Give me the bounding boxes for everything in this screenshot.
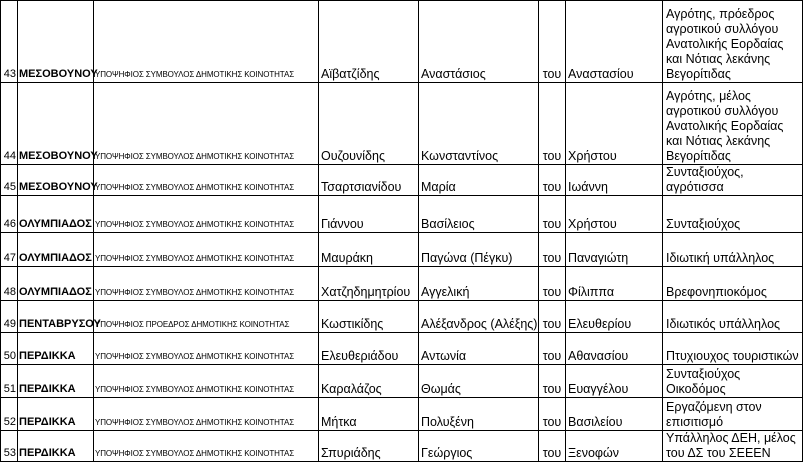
occupation-cell[interactable]: Ιδιωτική υπάλληλος [663,233,803,267]
first-name-cell[interactable]: Αναστάσιος [419,1,539,83]
occupation-cell[interactable]: Συνταξιούχος Οικοδόμος [663,365,803,398]
of-label-cell[interactable]: του [539,398,566,431]
surname-cell[interactable]: Μήτκα [319,398,419,431]
of-label-cell[interactable]: του [539,365,566,398]
surname-cell[interactable]: Σπυριάδης [319,431,419,462]
first-name-cell[interactable]: Θωμάς [419,365,539,398]
surname-cell[interactable]: Ουζουνίδης [319,83,419,165]
table-row [1,196,803,233]
village-name-cell[interactable]: ΠΕΡΔΙΚΚΑ [18,365,94,398]
of-label-cell[interactable]: του [539,233,566,267]
first-name-cell[interactable]: Μαρία [419,165,539,196]
row-number-cell[interactable]: 53 [1,431,18,462]
occupation-cell[interactable]: Συνταξιούχος [663,196,803,233]
candidate-position-cell[interactable]: ΥΠΟΨΗΦΙΟΣ ΣΥΜΒΟΥΛΟΣ ΔΗΜΟΤΙΚΗΣ ΚΟΙΝΟΤΗΤΑΣ [94,83,319,165]
surname-cell[interactable]: Μαυράκη [319,233,419,267]
father-name-cell[interactable]: Ξενοφών [566,431,663,462]
table-row [1,301,803,333]
surname-cell[interactable]: Γιάννου [319,196,419,233]
village-name-cell[interactable]: ΜΕΣΟΒΟΥΝΟΥ [18,83,94,165]
father-name-cell[interactable]: Φίλιππα [566,267,663,301]
table-row [1,431,803,462]
table-row [1,267,803,301]
table-row [1,398,803,431]
candidate-position-cell[interactable]: ΥΠΟΨΗΦΙΟΣ ΣΥΜΒΟΥΛΟΣ ΔΗΜΟΤΙΚΗΣ ΚΟΙΝΟΤΗΤΑΣ [94,165,319,196]
first-name-cell[interactable]: Βασίλειος [419,196,539,233]
village-name-cell[interactable]: ΟΛΥΜΠΙΑΔΟΣ [18,233,94,267]
table-row [1,365,803,398]
table-row [1,83,803,165]
row-number-cell[interactable]: 44 [1,83,18,165]
of-label-cell[interactable]: του [539,301,566,333]
candidate-position-cell[interactable]: ΥΠΟΨΗΦΙΟΣ ΣΥΜΒΟΥΛΟΣ ΔΗΜΟΤΙΚΗΣ ΚΟΙΝΟΤΗΤΑΣ [94,333,319,365]
first-name-cell[interactable]: Γεώργιος [419,431,539,462]
occupation-cell[interactable]: Πτυχιουχος τουριστικών [663,333,803,365]
father-name-cell[interactable]: Ευαγγέλου [566,365,663,398]
surname-cell[interactable]: Αϊβατζίδης [319,1,419,83]
table-row [1,1,803,83]
village-name-cell[interactable]: ΠΕΡΔΙΚΚΑ [18,333,94,365]
of-label-cell[interactable]: του [539,83,566,165]
occupation-cell[interactable]: Βρεφονηπιοκόμος [663,267,803,301]
table-row [1,233,803,267]
father-name-cell[interactable]: Αθανασίου [566,333,663,365]
candidate-position-cell[interactable]: ΥΠΟΨΗΦΙΟΣ ΣΥΜΒΟΥΛΟΣ ΔΗΜΟΤΙΚΗΣ ΚΟΙΝΟΤΗΤΑΣ [94,365,319,398]
first-name-cell[interactable]: Παγώνα (Πέγκυ) [419,233,539,267]
village-name-cell[interactable]: ΟΛΥΜΠΙΑΔΟΣ [18,267,94,301]
father-name-cell[interactable]: Χρήστου [566,83,663,165]
occupation-cell[interactable]: Υπάλληλος ΔΕΗ, μέλος του ΔΣ του ΣΕΕΕΝ [663,431,803,462]
candidate-position-cell[interactable]: ΥΠΟΨΗΦΙΟΣ ΣΥΜΒΟΥΛΟΣ ΔΗΜΟΤΙΚΗΣ ΚΟΙΝΟΤΗΤΑΣ [94,431,319,462]
village-name-cell[interactable]: ΟΛΥΜΠΙΑΔΟΣ [18,196,94,233]
row-number-cell[interactable]: 48 [1,267,18,301]
first-name-cell[interactable]: Πολυξένη [419,398,539,431]
candidate-position-cell[interactable]: ΥΠΟΨΗΦΙΟΣ ΣΥΜΒΟΥΛΟΣ ΔΗΜΟΤΙΚΗΣ ΚΟΙΝΟΤΗΤΑΣ [94,1,319,83]
village-name-cell[interactable]: ΜΕΣΟΒΟΥΝΟΥ [18,165,94,196]
father-name-cell[interactable]: Αναστασίου [566,1,663,83]
candidate-position-cell[interactable]: ΥΠΟΨΗΦΙΟΣ ΣΥΜΒΟΥΛΟΣ ΔΗΜΟΤΙΚΗΣ ΚΟΙΝΟΤΗΤΑΣ [94,196,319,233]
of-label-cell[interactable]: του [539,333,566,365]
of-label-cell[interactable]: του [539,431,566,462]
surname-cell[interactable]: Καραλάζος [319,365,419,398]
first-name-cell[interactable]: Αγγελική [419,267,539,301]
occupation-cell[interactable]: Ιδιωτικός υπάλληλος [663,301,803,333]
of-label-cell[interactable]: του [539,1,566,83]
of-label-cell[interactable]: του [539,165,566,196]
father-name-cell[interactable]: Χρήστου [566,196,663,233]
surname-cell[interactable]: Κωστικίδης [319,301,419,333]
first-name-cell[interactable]: Αλέξανδρος (Αλέξης) [419,301,539,333]
occupation-cell[interactable]: Συνταξιούχος, αγρότισσα [663,165,803,196]
row-number-cell[interactable]: 46 [1,196,18,233]
row-number-cell[interactable]: 51 [1,365,18,398]
candidate-position-cell[interactable]: ΥΠΟΨΗΦΙΟΣ ΣΥΜΒΟΥΛΟΣ ΔΗΜΟΤΙΚΗΣ ΚΟΙΝΟΤΗΤΑΣ [94,233,319,267]
row-number-cell[interactable]: 47 [1,233,18,267]
village-name-cell[interactable]: ΜΕΣΟΒΟΥΝΟΥ [18,1,94,83]
surname-cell[interactable]: Ελευθεριάδου [319,333,419,365]
table-row [1,165,803,196]
village-name-cell[interactable]: ΠΕΡΔΙΚΚΑ [18,431,94,462]
row-number-cell[interactable]: 49 [1,301,18,333]
first-name-cell[interactable]: Κωνσταντίνος [419,83,539,165]
row-number-cell[interactable]: 43 [1,1,18,83]
row-number-cell[interactable]: 52 [1,398,18,431]
candidate-position-cell[interactable]: ΥΠΟΨΗΦΙΟΣ ΣΥΜΒΟΥΛΟΣ ΔΗΜΟΤΙΚΗΣ ΚΟΙΝΟΤΗΤΑΣ [94,398,319,431]
surname-cell[interactable]: Χατζηδημητρίου [319,267,419,301]
row-number-cell[interactable]: 50 [1,333,18,365]
of-label-cell[interactable]: του [539,267,566,301]
table-row [1,333,803,365]
first-name-cell[interactable]: Αντωνία [419,333,539,365]
row-number-cell[interactable]: 45 [1,165,18,196]
occupation-cell[interactable]: Εργαζόμενη στον επισιτισμό [663,398,803,431]
candidate-position-cell[interactable]: ΥΠΟΨΗΦΙΟΣ ΣΥΜΒΟΥΛΟΣ ΔΗΜΟΤΙΚΗΣ ΚΟΙΝΟΤΗΤΑΣ [94,267,319,301]
father-name-cell[interactable]: Βασιλείου [566,398,663,431]
father-name-cell[interactable]: Ελευθερίου [566,301,663,333]
father-name-cell[interactable]: Ιωάννη [566,165,663,196]
village-name-cell[interactable]: ΠΕΡΔΙΚΚΑ [18,398,94,431]
occupation-cell[interactable]: Αγρότης, πρόεδρος αγροτικού συλλόγου Ανατολικής Εορδαίας και Νότιας λεκάνης Βεγορίτιδας [663,1,803,83]
village-name-cell[interactable]: ΠΕΝΤΑΒΡΥΣΟΥ [18,301,94,333]
surname-cell[interactable]: Τσαρτσιανίδου [319,165,419,196]
occupation-cell[interactable]: Αγρότης, μέλος αγροτικού συλλόγου Ανατολικής Εορδαίας και Νότιας λεκάνης Βεγορίτιδας [663,83,803,165]
candidate-position-cell[interactable]: ΥΠΟΨΗΦΙΟΣ ΠΡΟΕΔΡΟΣ ΔΗΜΟΤΙΚΗΣ ΚΟΙΝΟΤΗΤΑΣ [94,301,319,333]
father-name-cell[interactable]: Παναγιώτη [566,233,663,267]
of-label-cell[interactable]: του [539,196,566,233]
